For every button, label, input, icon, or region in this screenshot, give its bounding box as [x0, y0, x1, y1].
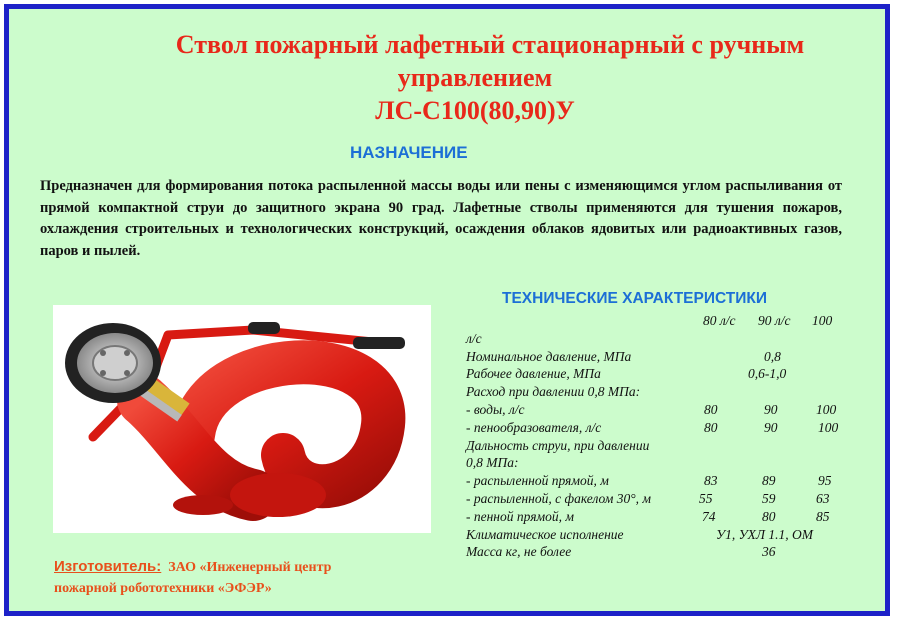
- spec-value: 100: [816, 401, 837, 417]
- spec-value: 0,6-1,0: [748, 366, 787, 382]
- spec-value: 74: [702, 508, 716, 524]
- title-model: ЛС-С100(80,90)У: [375, 96, 575, 125]
- spec-label: Номинальное давление, МПа: [466, 348, 632, 364]
- spec-label: Рабочее давление, МПа: [466, 366, 601, 382]
- spec-value: 36: [762, 544, 776, 560]
- specs-header-wrap: [466, 330, 866, 348]
- spec-value: 80: [704, 401, 718, 417]
- spec-value: 100: [818, 419, 839, 435]
- spec-label: - пенообразователя, л/с: [466, 419, 602, 435]
- spec-label: Масса кг, не более: [466, 544, 572, 560]
- product-photo: [53, 305, 431, 533]
- specs-table: [466, 312, 866, 561]
- spec-value: 0,8: [764, 348, 781, 364]
- spec-value: 89: [762, 473, 776, 489]
- title-line-2: управлением: [397, 63, 553, 92]
- page-title: [40, 28, 880, 127]
- spec-label: Расход при давлении 0,8 МПа:: [466, 384, 641, 400]
- spec-label: - пенной прямой, м: [466, 508, 574, 524]
- spec-row: [466, 365, 866, 383]
- spec-row: [466, 383, 866, 401]
- spec-value: 95: [818, 473, 832, 489]
- purpose-heading: НАЗНАЧЕНИЕ: [350, 143, 468, 162]
- spec-label: - распыленной прямой, м: [466, 473, 609, 489]
- spec-row: [466, 401, 866, 419]
- specs-header-row: [466, 312, 866, 330]
- spec-row: [466, 454, 866, 472]
- specs-col-90: 90 л/с: [758, 313, 791, 328]
- manufacturer-line-1: ЗАО «Инженерный центр: [168, 560, 332, 575]
- spec-row: [466, 348, 866, 366]
- spec-value: 83: [704, 473, 718, 489]
- spec-row: [466, 419, 866, 437]
- spec-value: У1, УХЛ 1.1, ОМ: [716, 526, 814, 542]
- spec-label: Климатическое исполнение: [466, 526, 624, 542]
- manufacturer-line-2: пожарной робототехники «ЭФЭР»: [54, 581, 272, 596]
- manufacturer-label: Изготовитель:: [54, 558, 162, 575]
- specs-col-80: 80 л/с: [703, 313, 736, 328]
- title-line-1: Ствол пожарный лафетный стационарный с ручным: [175, 30, 805, 59]
- purpose-text: Предназначен для формирования потока распыленной массы воды или пены с изменяющимся углом распыливания от прямой компактной струи до защитного экрана 90 град. Лафетные стволы применяются для тушения пожаров, охлаждения строительных и технологических конструкций, осаждения облаков ядовитых или радиоактивных газов, паров и пылей.: [40, 178, 842, 259]
- spec-value: 80: [762, 508, 776, 524]
- spec-label: Дальность струи, при давлении: [466, 437, 650, 453]
- spec-row: [466, 543, 866, 561]
- spec-row: [466, 472, 866, 490]
- spec-label: - воды, л/с: [466, 401, 525, 417]
- spec-row: [466, 437, 866, 455]
- spec-value: 63: [816, 490, 830, 506]
- spec-label: 0,8 МПа:: [466, 455, 519, 471]
- spec-value: 55: [699, 490, 713, 506]
- specs-heading: ТЕХНИЧЕСКИЕ ХАРАКТЕРИСТИКИ: [502, 290, 767, 307]
- fire-monitor-nozzle-photo: [53, 305, 431, 533]
- specs-col-100-unit: л/с: [466, 330, 482, 346]
- spec-value: 80: [704, 419, 718, 435]
- specs-col-100: 100: [812, 313, 833, 328]
- spec-row: [466, 508, 866, 526]
- manufacturer: [54, 556, 434, 599]
- spec-value: 85: [816, 508, 830, 524]
- spec-label: - распыленной, с факелом 30°, м: [466, 490, 651, 506]
- spec-value: 59: [762, 490, 776, 506]
- spec-value: 90: [764, 401, 778, 417]
- spec-row: [466, 526, 866, 544]
- spec-row: [466, 490, 866, 508]
- spec-value: 90: [764, 419, 778, 435]
